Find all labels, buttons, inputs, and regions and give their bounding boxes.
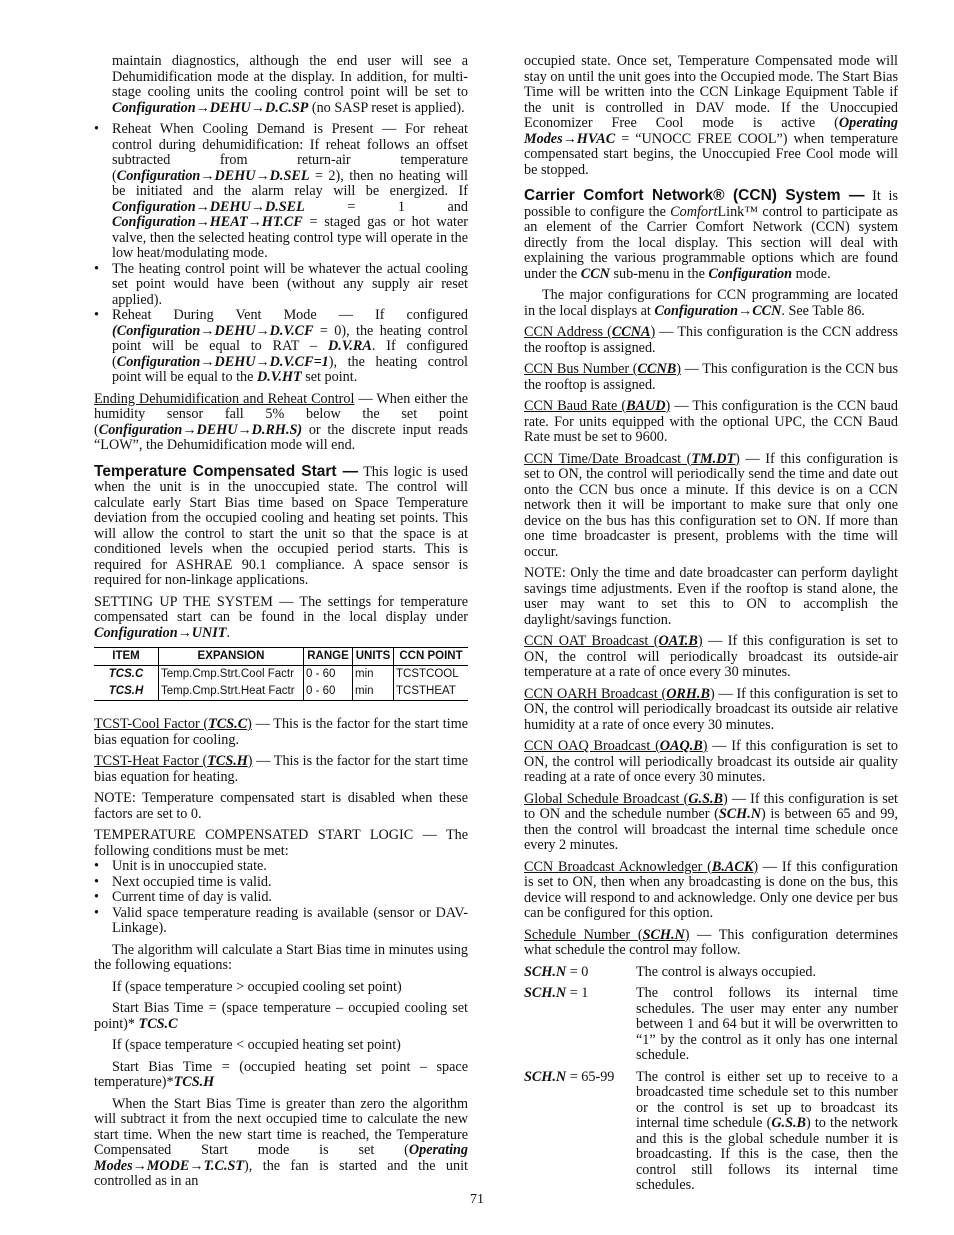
list-item: • Next occupied time is valid. [94,875,468,891]
ccn-oat-broadcast: CCN OAT Broadcast (OAT.B) — If this configuration is set to ON, the control will periodically broadcast its outside-air temperature at a rate of once every 30 minutes. [524,633,899,680]
continued-paragraph: occupied state. Once set, Temperature Compensated mode will stay on until the unit goes into the Occupied mode. The Start Bias Time will be written into the CCN Linkage Equipment Table if the unit is controlled in DAV mode. If the Unoccupied Economizer Free Cool mode is active (Operating Modes→HVAC = “UNOCC FREE COOL”) when temperature compensated start begins, the Unoccupied Free Cool mode will be stopped. [524,53,898,178]
equation-1: If (space temperature > occupied cooling set point) [112,978,402,995]
schedule-option-0: SCH.N = 0 The control is always occupied. [524,963,817,980]
ccn-baud-rate: CCN Baud Rate (BAUD) — This configuration is the CCN baud rate. For units equipped with the optional UPC, the CCN Baud Rate must be set to 9600. [524,398,898,445]
equation-2: Start Bias Time = (space temperature – occupied cooling set point)* TCS.C [94,1000,468,1032]
ccn-oaq-broadcast: CCN OAQ Broadcast (OAQ.B) — If this configuration is set to ON, the control will periodically broadcast its outside air quality reading at a rate of once every 30 minutes. [524,738,898,785]
global-schedule-broadcast: Global Schedule Broadcast (G.S.B) — If this configuration is set to ON and the schedule number (SCH.N) is between 65 and 99, then the control will broadcast the internal time schedule once every 2 minutes. [524,790,898,853]
ccn-heading: Carrier Comfort Network® (CCN) System — [524,187,865,204]
ccn-time-date-broadcast: CCN Time/Date Broadcast (TM.DT) — If this configuration is set to ON, the control will periodically send the time and date out onto the CCN bus once a minute. If this device is on a CCN network then it will be important to make sure that only one device on the bus has this configuration set to ON. If more than one time broadcaster is present, problems with the time will occur. [524,450,898,560]
equation-4: Start Bias Time = (occupied heating set point – space temperature)*TCS.H [94,1058,468,1090]
tcst-cool-paragraph: TCST-Cool Factor (TCS.C) — This is the factor for the start time bias equation for cooling. [94,716,469,748]
tcs-heading: Temperature Compensated Start — [94,462,359,480]
conditions-list [94,859,468,937]
list-item: • Current time of day is valid. [94,890,468,906]
tcs-section: Temperature Compensated Start — This logic is used when the unit is in the unoccupied state. The control will calculate early Start Bias time based on Space Temperature deviation from the occupied cooling and heating set points. This will allow the control to start the unit so that the space is at conditioned levels when the occupied period starts. This is required for ASHRAE 90.1 compliance. A space sensor is required for non-linkage applications. [94,462,468,588]
dehum-bullets [94,122,468,386]
note-disabled: NOTE: Temperature compensated start is disabled when these factors are set to 0. [94,790,468,822]
major-config-paragraph: The major configurations for CCN programming are located in the local displays at Configuration→CCN. See Table 86. [524,287,898,319]
list-item: • Valid space temperature reading is available (sensor or DAV-Linkage). [94,906,468,937]
ccn-address: CCN Address (CCNA) — This configuration is the CCN address the rooftop is assigned. [524,324,898,356]
list-item: • Unit is in unoccupied state. [94,859,468,875]
left-column [94,54,468,1196]
logic-heading: TEMPERATURE COMPENSATED START LOGIC — The following conditions must be met: [94,827,468,859]
tcst-heat-paragraph: TCST-Heat Factor (TCS.H) — This is the factor for the start time bias equation for heating. [94,753,469,785]
table-row: TCS.C Temp.Cmp.Strt.Cool Factr 0 - 60 min TCSTCOOL [94,666,468,684]
list-item: • Reheat During Vent Mode — If configured (Configuration→DEHU→D.V.CF = 0), the heating control point will be equal to RAT – D.V.RA. If configured (Configuration→DEHU→D.V.CF=1), the heating control point will be equal to the D.V.HT set point. [94,308,468,386]
schedule-number: Schedule Number (SCH.N) — This configuration determines what schedule the control may follow. [524,926,898,958]
list-item: • The heating control point will be whatever the actual cooling set point would have been (without any supply air reset applied). [94,262,468,309]
schedule-option-65-99: SCH.N = 65-99 The control is either set up to receive to a broadcasted time schedule set to this number or the control is set up to broadcast its internal time schedule (G.S.B) to the network and this is the global schedule number it is broadcasting. If this is the case, then the control still follows its internal time schedules. [524,1068,898,1193]
equation-3: If (space temperature < occupied heating set point) [112,1037,401,1053]
table-row: TCS.H Temp.Cmp.Strt.Heat Factr 0 - 60 min TCSTHEAT [94,683,468,701]
note-daylight: NOTE: Only the time and date broadcaster can perform daylight savings time adjustments. Even if the rooftop is stand alone, the user may want to set this to ON to accomplish the daylight/savings function. [524,565,898,628]
broadcast-acknowledger: CCN Broadcast Acknowledger (B.ACK) — If this configuration is set to ON, then when any broadcasting is done on the bus, this device will respond to and acknowledge. Only one device per bus can be configured for this option. [524,858,898,921]
ccn-oarh-broadcast: CCN OARH Broadcast (ORH.B) — If this configuration is set to ON, the control will periodically broadcast its outside air relative humidity at a rate of once every 30 minutes. [524,685,899,733]
setup-paragraph: SETTING UP THE SYSTEM — The settings for temperature compensated start can be found in the local display under Configuration→UNIT. [94,593,468,641]
start-bias-paragraph: When the Start Bias Time is greater than zero the algorithm will subtract it from the next occupied time to calculate the new start time. When the new start time is reached, the Temperature Compensated Start mode is set (Operating Modes→MODE→T.C.ST), the fan is started and the unit controlled as in an [94,1095,468,1189]
tcs-config-table: ITEM EXPANSION RANGE UNITS CCN POINT TCS.C Temp.Cmp.Strt.Cool Factr 0 - 60 min TCSTCOOL TCS.H Temp.Cmp.Strt.Heat Factr 0 - 60 min TCSTHEAT [94,647,468,701]
right-column [524,54,898,1200]
algorithm-paragraph: The algorithm will calculate a Start Bias time in minutes using the following equations: [94,941,468,973]
schedule-option-1: SCH.N = 1 The control follows its internal time schedules. The user may enter any number between 1 and 64 but it will be overwritten to “1” by the control as it only has one internal schedule. [524,985,898,1063]
ccn-bus-number: CCN Bus Number (CCNB) — This configuration is the CCN bus the rooftop is assigned. [524,361,899,393]
ending-dehum-paragraph: Ending Dehumidification and Reheat Control — When either the humidity sensor fall 5% below the set point (Configuration→DEHU→D.RH.S) or the discrete input reads “LOW”, the Dehumidification mode will end. [94,390,468,453]
ccn-section: Carrier Comfort Network® (CCN) System — It is possible to configure the ComfortLink™ control to participate as an element of the Carrier Comfort Network (CCN) system directly from the local display. This section will deal with explaining the various programmable options which are found under the CCN sub-menu in the Configuration mode. [524,187,898,282]
dehum-intro-paragraph: maintain diagnostics, although the end user will see a Dehumidification mode at the display. In addition, for multi-stage cooling units the cooling control point will be set to Configuration→DEHU→D.C.SP (no SASP reset is applied). [112,53,468,116]
page-number: 71 [470,1192,484,1207]
list-item: • Reheat When Cooling Demand is Present — For reheat control during dehumidification: If reheat follows an offset subtracted from return-air temperature (Configuration→DEHU→D.SEL = 2), then no heating will be initiated and the alarm relay will be energized. If Configuration→DEHU→D.SEL = 1 and Configuration→HEAT→HT.CF = staged gas or hot water valve, then the selected heating control type will operate in the low heat/modulating mode. [94,122,468,262]
